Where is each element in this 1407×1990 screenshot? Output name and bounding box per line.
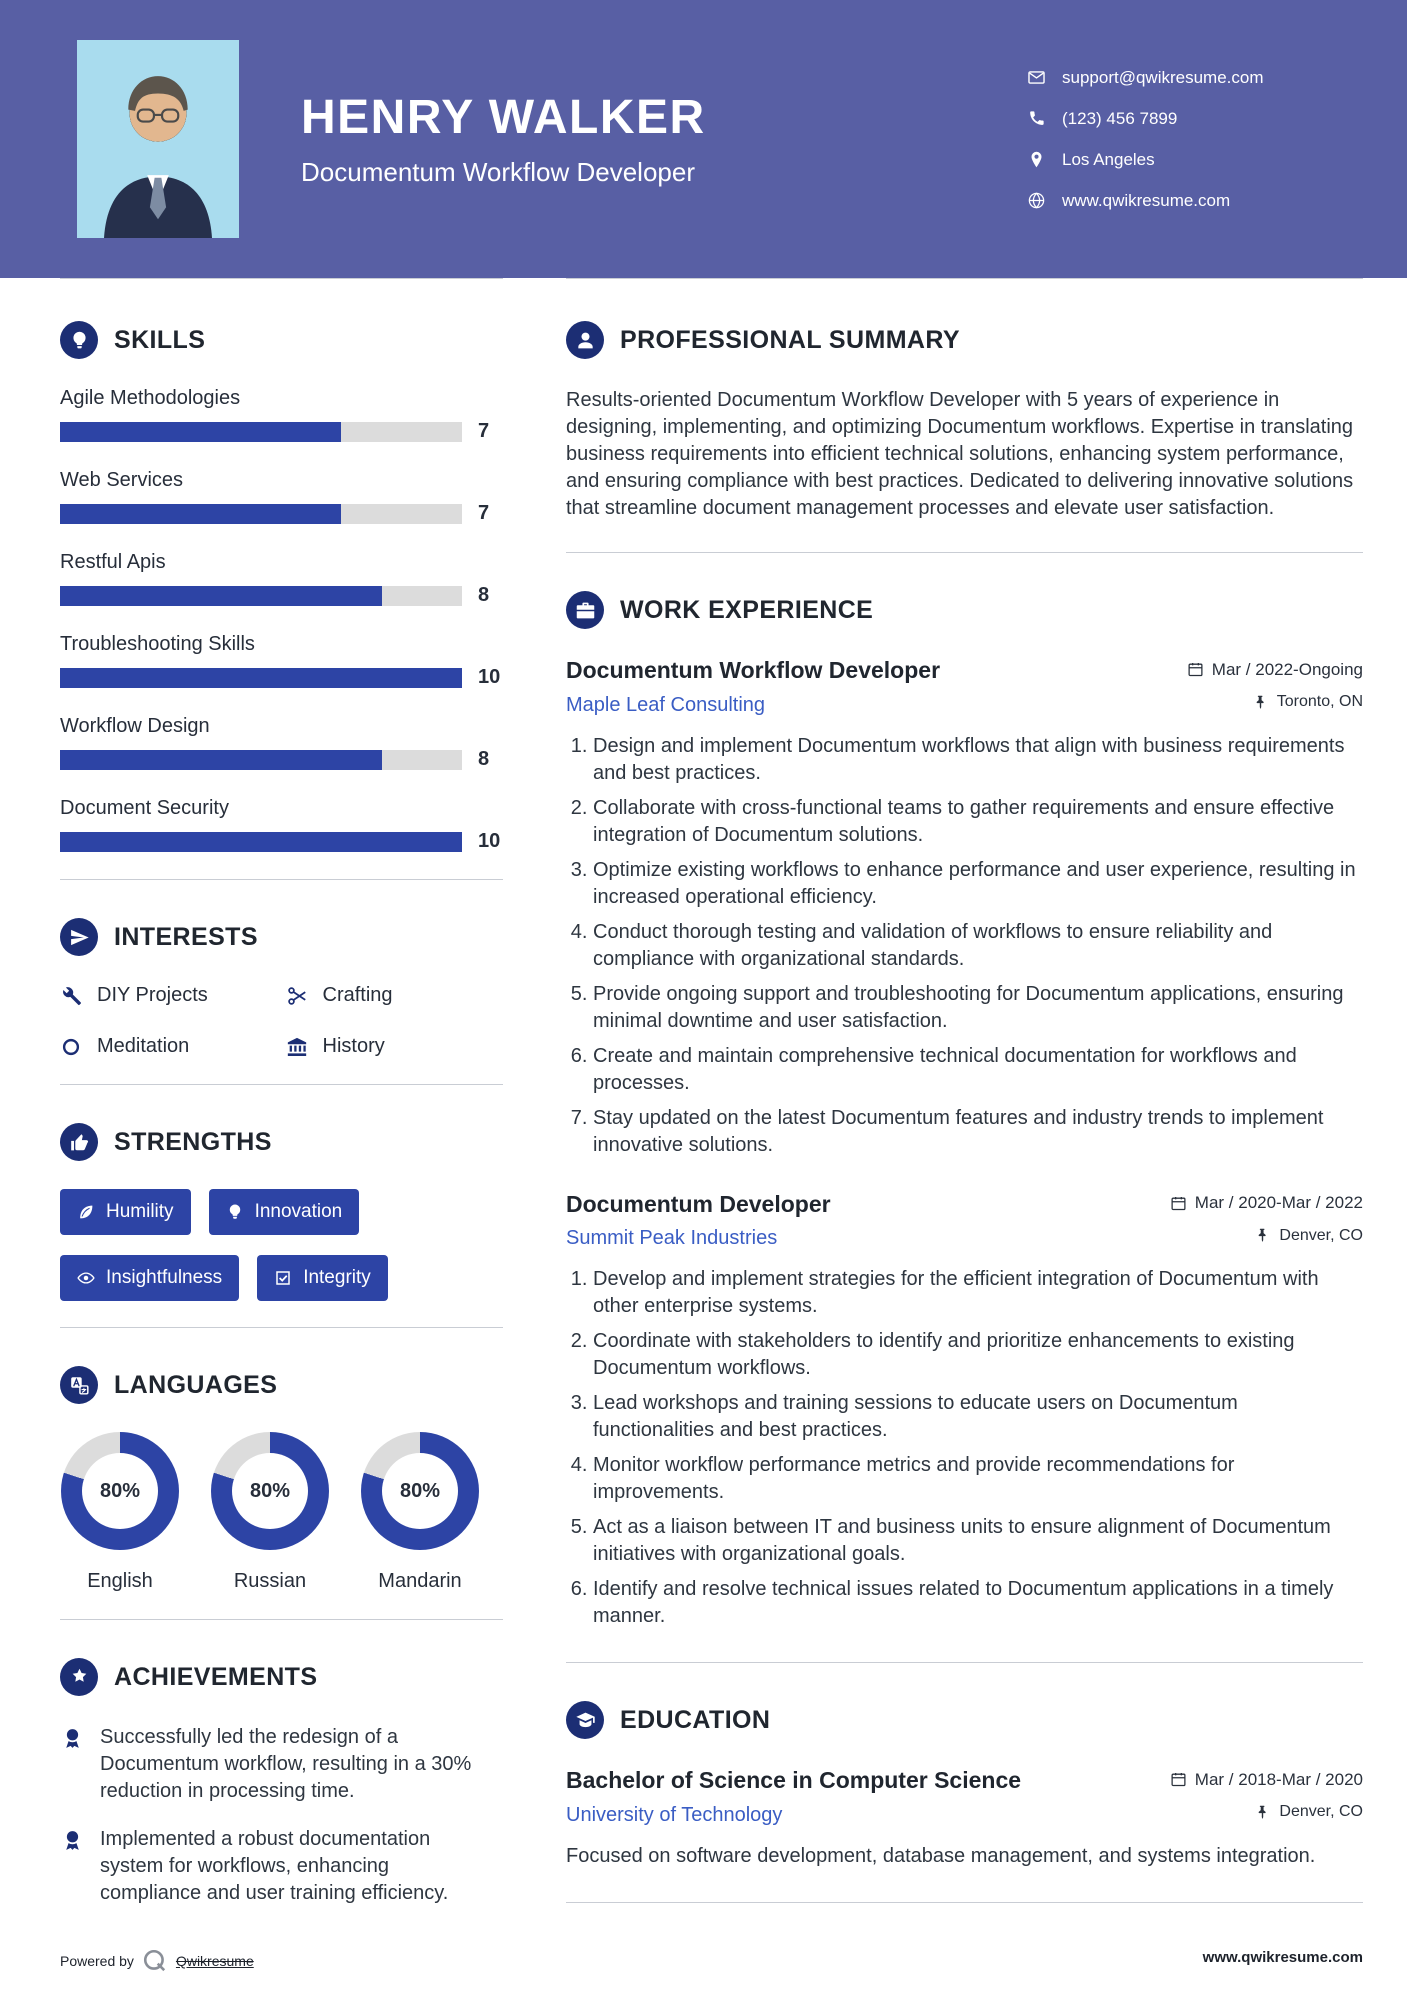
skill-bar [60, 586, 462, 606]
job-location [1252, 693, 1363, 711]
divider [60, 1619, 503, 1620]
contact-location [1027, 150, 1327, 170]
work-experience-icon [566, 591, 604, 629]
pushpin-icon [1254, 1227, 1271, 1244]
skill-item [60, 633, 503, 689]
skill-bar-fill [60, 586, 382, 606]
languages-section [60, 1366, 503, 1593]
strength-label: Humility [106, 1201, 174, 1222]
language-label: English [87, 1570, 153, 1592]
interest-label: Crafting [322, 984, 393, 1006]
divider [566, 1662, 1363, 1663]
checkbox-icon [274, 1269, 292, 1287]
skills-title: SKILLS [114, 325, 206, 354]
degree-title: Bachelor of Science in Computer Science [566, 1767, 1022, 1793]
scissors-icon [286, 985, 308, 1007]
job-date [1170, 1193, 1363, 1213]
skill-item [60, 387, 503, 443]
strength-pills [60, 1189, 503, 1301]
globe-icon [1027, 191, 1046, 210]
job-location-text: Toronto, ON [1276, 693, 1363, 710]
translate-icon [60, 1366, 98, 1404]
interests-section [60, 918, 503, 1058]
skill-item [60, 551, 503, 607]
skill-item [60, 469, 503, 525]
language-donut [211, 1432, 329, 1550]
skill-bar [60, 750, 462, 770]
strength-pill [60, 1255, 239, 1301]
job-entry [566, 657, 1363, 1159]
skill-value: 8 [478, 748, 490, 770]
job-bullet: 6. Create and maintain comprehensive technical documentation for workflows and processes. [593, 1043, 1363, 1097]
contact-email-text: support@qwikresume.com [1062, 67, 1264, 87]
achievement-text: Implemented a robust documentation system for workflows, enhancing compliance and user training efficiency. [100, 1827, 449, 1904]
education-location [1254, 1803, 1363, 1821]
education-location-text: Denver, CO [1279, 1803, 1363, 1820]
portrait-illustration [77, 40, 239, 238]
skill-label: Agile Methodologies [60, 387, 241, 409]
job-title: Documentum Workflow Developer [566, 657, 941, 683]
interest-item [286, 984, 504, 1007]
languages-row [60, 1432, 503, 1593]
qwikresume-logo-icon [142, 1948, 168, 1974]
skill-value: 10 [478, 830, 501, 852]
strengths-section [60, 1123, 503, 1301]
contact-list [1027, 68, 1327, 211]
skill-label: Troubleshooting Skills [60, 633, 255, 655]
interests-header [60, 918, 503, 956]
skill-bar-fill [60, 832, 462, 852]
achievement-text: Successfully led the redesign of a Documentum workflow, resulting in a 30% reduction in processing time. [100, 1726, 472, 1803]
interest-item [60, 984, 278, 1007]
language-percent: 80% [382, 1453, 458, 1529]
strength-pill [257, 1255, 388, 1301]
wrench-icon [60, 985, 82, 1007]
location-pin-icon [1027, 150, 1046, 169]
strength-pill [60, 1189, 191, 1235]
powered-by-text: Powered by [60, 1953, 134, 1969]
skills-section [60, 321, 503, 853]
achievement-item [60, 1826, 480, 1908]
contact-website [1027, 191, 1327, 211]
summary-section [566, 321, 1363, 522]
summary-header [566, 321, 1363, 359]
divider [60, 1084, 503, 1085]
skill-item [60, 715, 503, 771]
job-bullet: 6. Identify and resolve technical issues related to Documentum applications in a timely manner. [593, 1576, 1363, 1630]
skill-bar [60, 668, 462, 688]
job-bullet: 3. Optimize existing workflows to enhance performance and user experience, resulting in increased operational efficiency. [593, 857, 1363, 911]
language-item [210, 1432, 330, 1593]
skill-label: Restful Apis [60, 551, 166, 573]
skill-bar-fill [60, 504, 341, 524]
name-block [301, 90, 1027, 188]
divider [60, 879, 503, 880]
education-entry [566, 1767, 1363, 1870]
company-link[interactable]: Maple Leaf Consulting [566, 693, 766, 716]
left-column [60, 278, 503, 1941]
strength-pill [209, 1189, 360, 1235]
qwikresume-brand-link[interactable]: Qwikresume [175, 1953, 254, 1969]
job-bullets [566, 733, 1363, 1159]
language-percent: 80% [232, 1453, 308, 1529]
job-bullet: 5. Act as a liaison between IT and business units to ensure alignment of Documentum initiatives with organizational goals. [593, 1514, 1363, 1568]
skill-label: Workflow Design [60, 715, 210, 737]
job-date-text: Mar / 2022-Ongoing [1211, 659, 1363, 679]
contact-email [1027, 68, 1327, 88]
school-link[interactable]: University of Technology [566, 1803, 783, 1826]
powered-by [60, 1948, 254, 1974]
education-note: Focused on software development, database management, and systems integration. [566, 1844, 1316, 1867]
contact-phone [1027, 109, 1327, 129]
strength-label: Innovation [254, 1201, 343, 1222]
language-item [360, 1432, 480, 1593]
education-title: EDUCATION [620, 1705, 771, 1734]
education-section [566, 1701, 1363, 1870]
achievements-header [60, 1658, 503, 1696]
skill-value: 7 [478, 420, 490, 442]
job-bullet: 2. Collaborate with cross-functional teams to gather requirements and ensure effective integration of Documentum solutions. [593, 795, 1363, 849]
skills-header [60, 321, 503, 359]
divider [566, 1902, 1363, 1903]
ring-icon [60, 1036, 82, 1058]
job-bullet: 4. Conduct thorough testing and validation of workflows to ensure reliability and compliance with organizational standards. [593, 919, 1363, 973]
content [0, 278, 1407, 1941]
calendar-icon [1187, 661, 1204, 678]
fist-icon [60, 1123, 98, 1161]
summary-text: Results-oriented Documentum Workflow Developer with 5 years of experience in designing, implementing, and optimizing Documentum workflows. Expertise in translating business requirements into efficient technical solutions, enhancing system performance, and ensuring compliance with best practices. Dedicated to delivering innovative solutions that streamline document management processes and elevate user satisfaction. [566, 389, 1354, 519]
leaf-icon [77, 1203, 95, 1221]
contact-phone-text: (123) 456 7899 [1062, 108, 1178, 128]
skill-label: Document Security [60, 797, 229, 819]
job-title: Documentum Developer [566, 1190, 831, 1217]
achievements-title: ACHIEVEMENTS [114, 1662, 318, 1691]
lightbulb-icon [60, 321, 98, 359]
skill-bar [60, 504, 462, 524]
job-bullet: 7. Stay updated on the latest Documentum features and industry trends to implement innovative solutions. [593, 1105, 1363, 1159]
skill-bar-fill [60, 422, 341, 442]
summary-title: PROFESSIONAL SUMMARY [620, 325, 960, 354]
language-donut [361, 1432, 479, 1550]
language-label: Mandarin [378, 1570, 462, 1592]
strength-label: Integrity [303, 1267, 371, 1288]
email-icon [1027, 68, 1046, 87]
star-badge-icon [60, 1658, 98, 1696]
divider [60, 1327, 503, 1328]
interest-item [286, 1035, 504, 1058]
person-icon [566, 321, 604, 359]
job-bullet: 1. Develop and implement strategies for the efficient integration of Documentum with other enterprise systems. [593, 1266, 1363, 1320]
interest-label: History [322, 1035, 385, 1057]
calendar-icon [1170, 1195, 1187, 1212]
job-bullet: 4. Monitor workflow performance metrics and provide recommendations for improvements. [593, 1452, 1363, 1506]
interest-item [60, 1035, 278, 1058]
job-bullets [566, 1266, 1363, 1630]
languages-title: LANGUAGES [114, 1370, 278, 1399]
profile-photo [77, 40, 239, 238]
strengths-title: STRENGTHS [114, 1127, 272, 1156]
header [0, 0, 1407, 278]
skill-value: 7 [478, 502, 490, 524]
skill-bar [60, 422, 462, 442]
experience-title: WORK EXPERIENCE [620, 595, 874, 624]
right-column [566, 278, 1363, 1941]
language-percent: 80% [82, 1453, 158, 1529]
contact-location-text: Los Angeles [1062, 149, 1155, 169]
job-bullet: 2. Coordinate with stakeholders to identify and prioritize enhancements to existing Documentum workflows. [593, 1328, 1363, 1382]
interest-label: Meditation [97, 1035, 190, 1057]
person-title: Documentum Workflow Developer [301, 157, 695, 187]
interests-title: INTERESTS [114, 922, 258, 951]
phone-icon [1027, 109, 1046, 128]
education-header [566, 1701, 1363, 1739]
graduation-cap-icon [566, 1701, 604, 1739]
language-label: Russian [233, 1570, 307, 1592]
achievements-section [60, 1658, 503, 1907]
education-date [1170, 1770, 1363, 1790]
skill-bar-fill [60, 668, 462, 688]
job-location-text: Denver, CO [1279, 1226, 1363, 1244]
skill-bar-fill [60, 750, 382, 770]
pushpin-icon [1252, 694, 1269, 711]
job-bullet: 1. Design and implement Documentum workflows that align with business requirements and best practices. [593, 733, 1363, 787]
footer-website-link[interactable]: www.qwikresume.com [1202, 1949, 1363, 1966]
language-donut [61, 1432, 179, 1550]
strengths-header [60, 1123, 503, 1161]
medal-icon [60, 1726, 85, 1751]
skill-label: Web Services [60, 469, 184, 491]
eye-icon [77, 1269, 95, 1287]
strength-label: Insightfulness [106, 1267, 223, 1288]
job-bullet: 3. Lead workshops and training sessions to educate users on Documentum functionalities and best practices. [593, 1390, 1363, 1444]
company-link[interactable]: Summit Peak Industries [566, 1227, 778, 1249]
medal-icon [60, 1828, 85, 1853]
calendar-icon [1170, 1771, 1187, 1788]
interests-grid [60, 984, 503, 1058]
contact-website-text: www.qwikresume.com [1062, 190, 1231, 210]
museum-icon [286, 1036, 308, 1058]
skill-value: 10 [478, 666, 501, 688]
pushpin-icon [1254, 1804, 1271, 1821]
job-date-text: Mar / 2020-Mar / 2022 [1194, 1193, 1363, 1212]
language-item [60, 1432, 180, 1593]
experience-header [566, 591, 1363, 629]
education-date-text: Mar / 2018-Mar / 2020 [1194, 1769, 1363, 1789]
job-entry [566, 1191, 1363, 1631]
achievement-item [60, 1724, 480, 1806]
job-bullet: 5. Provide ongoing support and troubleshooting for Documentum applications, ensuring minimal downtime and user satisfaction. [593, 981, 1363, 1035]
experience-section [566, 591, 1363, 1630]
skill-item [60, 797, 503, 853]
languages-header [60, 1366, 503, 1404]
interest-label: DIY Projects [97, 984, 208, 1006]
divider [566, 552, 1363, 553]
job-location [1254, 1227, 1363, 1245]
bulb-icon [226, 1203, 244, 1221]
person-name: HENRY WALKER [301, 91, 706, 144]
paper-plane-icon [60, 918, 98, 956]
skill-value: 8 [478, 584, 490, 606]
job-date [1187, 660, 1363, 680]
skill-bar [60, 832, 462, 852]
